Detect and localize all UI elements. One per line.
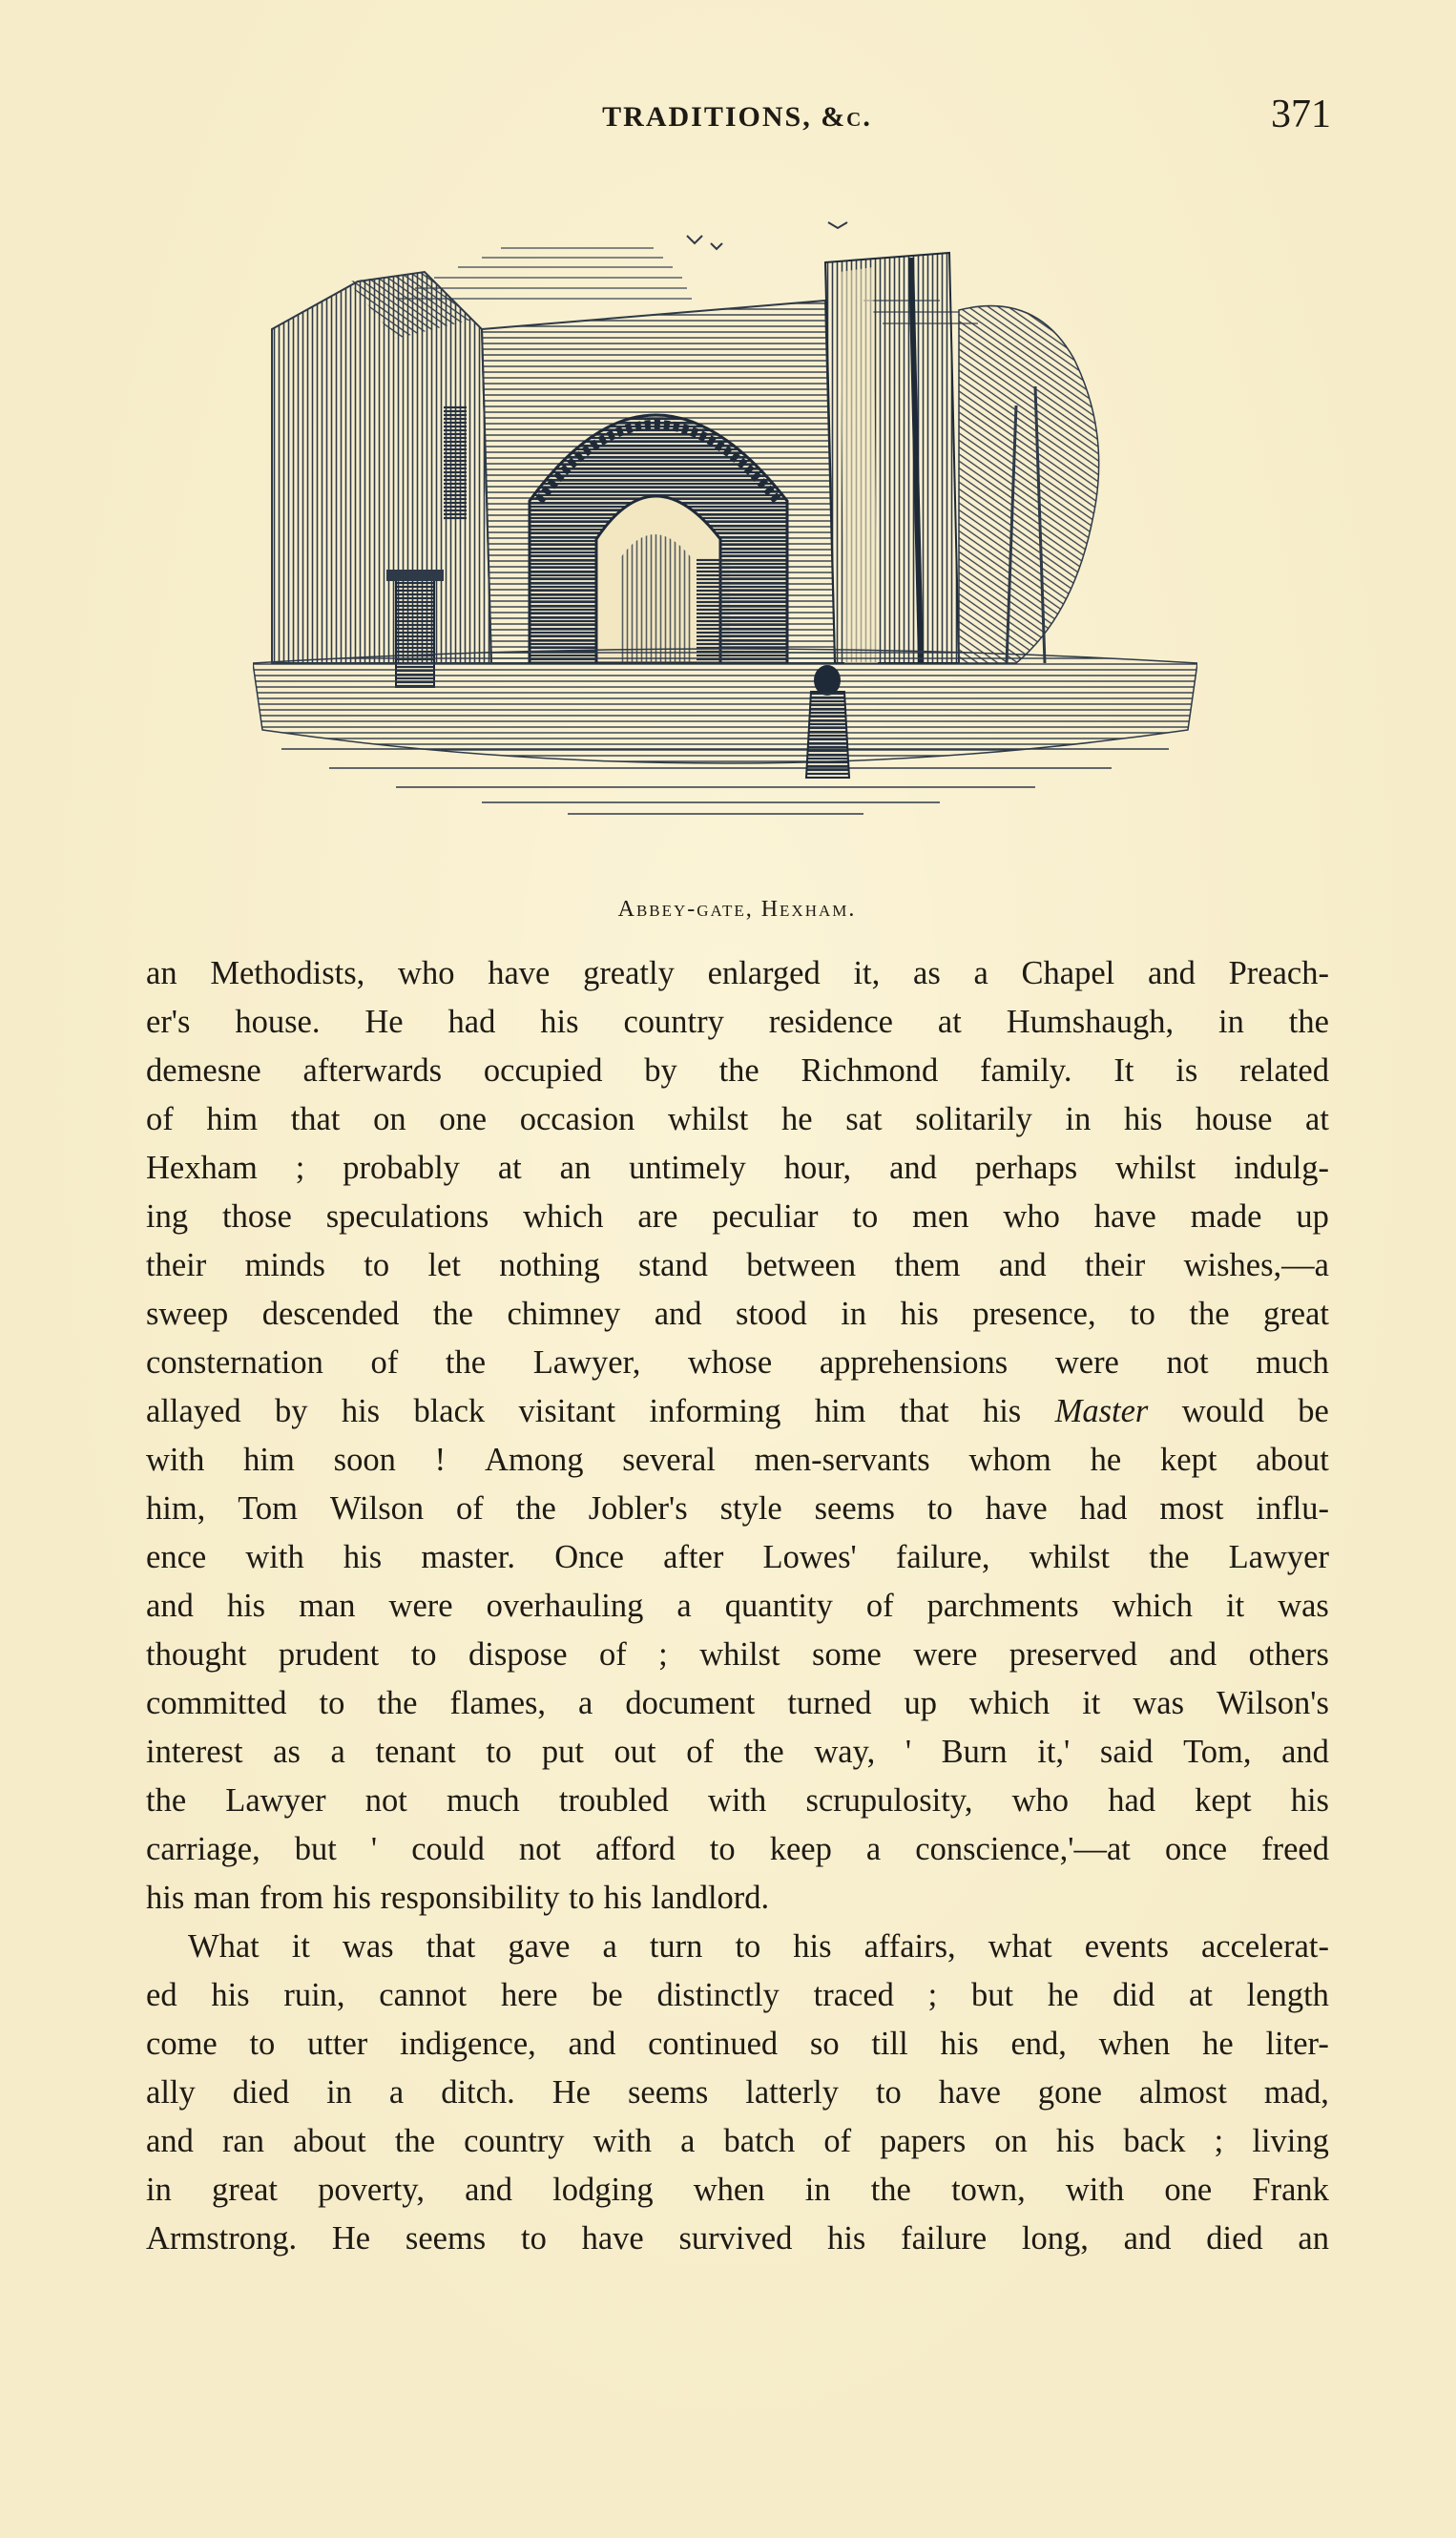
- paragraph: [146, 1923, 1329, 2263]
- text-line: Armstrong. He seems to have survived his failure long, and died an: [146, 2220, 1329, 2257]
- text-line: ing those speculations which are peculiar to men who have made up: [146, 1198, 1329, 1235]
- text-line: consternation of the Lawyer, whose apprehensions were not much: [146, 1344, 1329, 1381]
- text-line: and his man were overhauling a quantity of parchments which it was: [146, 1588, 1329, 1624]
- text-line: come to utter indigence, and continued so till his end, when he liter-: [146, 2026, 1329, 2062]
- text-line: of him that on one occasion whilst he sat solitarily in his house at: [146, 1101, 1329, 1137]
- body-text: [146, 949, 1329, 2263]
- text-line: with him soon ! Among several men-servants whom he kept about: [146, 1442, 1329, 1478]
- text-line: committed to the flames, a document turned up which it was Wilson's: [146, 1685, 1329, 1721]
- text-line: interest as a tenant to put out of the way, ' Burn it,' said Tom, and: [146, 1734, 1329, 1770]
- text-line: in great poverty, and lodging when in the town, with one Frank: [146, 2172, 1329, 2208]
- text-line: carriage, but ' could not afford to keep a conscience,'—at once freed: [146, 1831, 1329, 1867]
- running-head: [143, 88, 1331, 145]
- text-line: sweep descended the chimney and stood in his presence, to the great: [146, 1296, 1329, 1332]
- text-line: allayed by his black visitant informing him that his Master would be: [146, 1393, 1329, 1429]
- text-line: ally died in a ditch. He seems latterly to have gone almost mad,: [146, 2074, 1329, 2111]
- text-line: Hexham ; probably at an untimely hour, and perhaps whilst indulg-: [146, 1150, 1329, 1186]
- text-line: his man from his responsibility to his landlord.: [146, 1880, 770, 1916]
- engraving-svg: [253, 215, 1197, 863]
- text-line: demesne afterwards occupied by the Richmond family. It is related: [146, 1052, 1329, 1089]
- running-title: TRADITIONS, &c.: [602, 101, 872, 133]
- text-line: and ran about the country with a batch of papers on his back ; living: [146, 2123, 1329, 2159]
- text-line: him, Tom Wilson of the Jobler's style seems to have had most influ-: [146, 1490, 1329, 1527]
- text-line: the Lawyer not much troubled with scrupulosity, who had kept his: [146, 1782, 1329, 1819]
- text-line: thought prudent to dispose of ; whilst some were preserved and others: [146, 1636, 1329, 1673]
- text-line: an Methodists, who have greatly enlarged it, as a Chapel and Preach-: [146, 955, 1329, 991]
- text-line: er's house. He had his country residence at Humshaugh, in the: [146, 1004, 1329, 1040]
- text-line: their minds to let nothing stand between them and their wishes,—a: [146, 1247, 1329, 1283]
- page-number: 371: [1271, 93, 1331, 136]
- text-line: What it was that gave a turn to his affairs, what events accelerat-: [188, 1928, 1329, 1965]
- figure-caption: Abbey-gate, Hexham.: [617, 897, 857, 922]
- text-line: ed his ruin, cannot here be distinctly traced ; but he did at length: [146, 1977, 1329, 2013]
- paragraph: [146, 949, 1329, 1923]
- abbey-gate-engraving: [253, 215, 1197, 863]
- text-line: ence with his master. Once after Lowes' failure, whilst the Lawyer: [146, 1539, 1329, 1575]
